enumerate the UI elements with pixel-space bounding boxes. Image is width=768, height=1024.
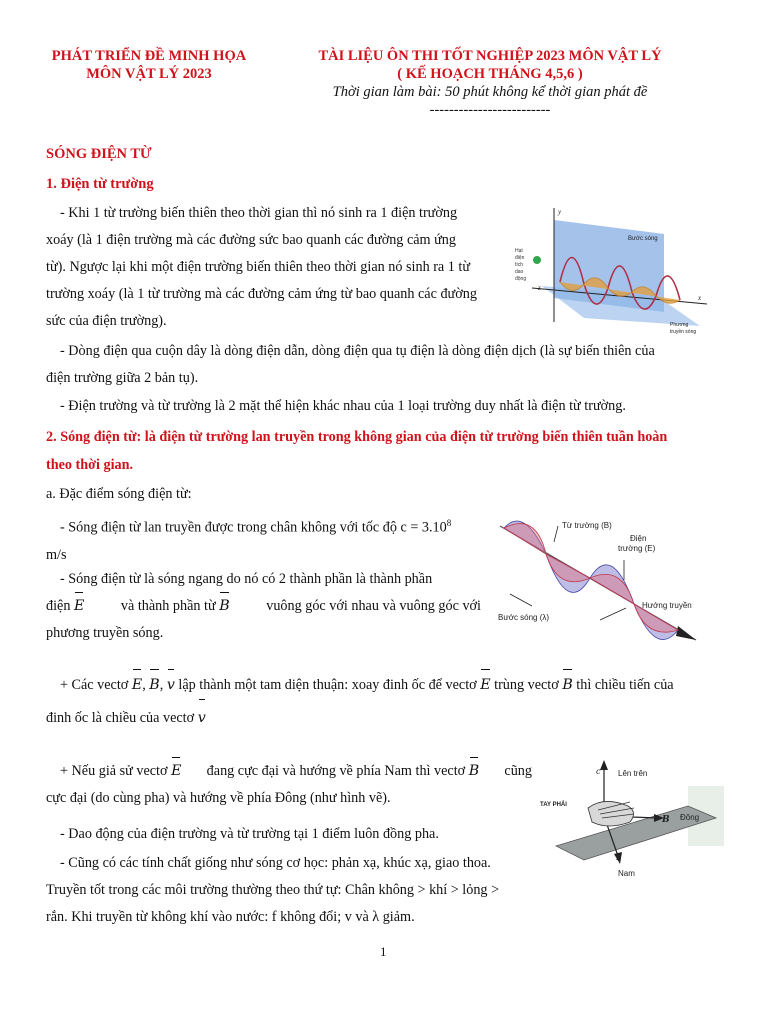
header-left xyxy=(30,47,268,83)
s2-b4-b: đang cực đại và hướng về phía Nam thì vectơ xyxy=(206,763,466,779)
s2-heading-l2: theo thời gian. xyxy=(46,457,134,473)
fig1-x-label: x xyxy=(698,294,702,302)
fig2-electric-label-2: trường (E) xyxy=(618,544,656,553)
s1-paragraph-3 xyxy=(60,393,740,420)
fig3-B-label: B xyxy=(662,815,670,825)
header-right-line2: ( KẾ HOẠCH THÁNG 4,5,6 ) xyxy=(397,66,583,82)
s2-bullet-1 xyxy=(46,510,496,569)
s2-b4-c: cũng xyxy=(504,763,532,779)
s2-b2-l2c: vuông góc với nhau và vuông góc với xyxy=(266,598,481,614)
fig3-up-label: Lên trên xyxy=(618,769,648,778)
s2-b6-l1: - Cũng có các tính chất giống như sóng cơ học: phản xạ, khúc xạ, giao thoa. xyxy=(60,855,491,871)
em-wave-3d-svg xyxy=(512,202,712,342)
fig3-c-label: c xyxy=(596,767,601,776)
s2-b3-b: lập thành một tam diện thuận: xoay đinh ốc để vectơ xyxy=(178,677,477,693)
s2-bullet-3 xyxy=(46,670,726,736)
section-title: SÓNG ĐIỆN TỪ xyxy=(46,146,152,162)
s1-p1-l2: xoáy (là 1 điện trường mà các đường sức bao quanh các đường cảm ứng xyxy=(46,232,456,248)
vector-B: B xyxy=(219,593,229,620)
fig1-left-label-4: dao xyxy=(515,269,524,275)
s2-b6-l2: Truyền tốt trong các môi trường thường theo thứ tự: Chân không > khí > lỏng > xyxy=(46,882,500,898)
s2-b4-l2: cực đại (do cùng pha) và hướng về phía Đông (như hình vẽ). xyxy=(46,790,391,806)
s1-p1-l4: trường xoáy (là 1 từ trường mà các đường cảm ứng từ bao quanh các đường xyxy=(46,286,477,302)
s2-bullet-5 xyxy=(60,821,439,848)
vector-E: E xyxy=(74,593,84,620)
fig1-z-label: z xyxy=(538,284,541,292)
s1-paragraph-1 xyxy=(46,200,506,335)
s1-p1-l5: sức của điện trường). xyxy=(46,313,167,329)
s2-bullet-4 xyxy=(46,758,532,812)
fig1-left-label-2: điện xyxy=(515,255,525,261)
s2-b4-a: + Nếu giả sử vectơ xyxy=(60,763,168,779)
fig1-left-label-3: tích xyxy=(515,262,524,268)
s1-p2-l2: điện trường giữa 2 bản tụ). xyxy=(46,370,199,386)
fig3-hand-label: TAY PHẢI xyxy=(540,802,567,808)
s2-heading-l1: 2. Sóng điện từ: là điện từ trường lan truyền trong không gian của điện từ trường biến thiên tuần hoàn xyxy=(46,429,668,445)
s2-b5: - Dao động của điện trường và từ trường tại 1 điểm luôn đồng pha. xyxy=(60,826,439,842)
s2-b3-c: trùng vectơ xyxy=(494,677,559,693)
time-note: Thời gian làm bài: 50 phút không kể thời gian phát đề xyxy=(332,84,648,100)
header-left-line2: MÔN VẬT LÝ 2023 xyxy=(86,66,212,82)
fig2-electric-label-1: Điện xyxy=(630,534,647,543)
s2-b2-l1: - Sóng điện từ là sóng ngang do nó có 2 thành phần là thành phần xyxy=(60,571,433,587)
em-wave-propagation-figure xyxy=(496,508,718,650)
s2-b1-exp: 8 xyxy=(446,518,452,528)
header-left-line1: PHÁT TRIỂN ĐỀ MINH HỌA xyxy=(51,48,247,64)
s2-b3-l2: đinh ốc là chiều của vectơ xyxy=(46,710,195,726)
fig2-wavelength-label: Bước sóng (λ) xyxy=(498,613,550,622)
s1-p1-l1: - Khi 1 từ trường biến thiên theo thời gian thì nó sinh ra 1 điện trường xyxy=(60,205,458,221)
fig1-dir-label-1: Phương xyxy=(670,322,689,328)
comma-1: , xyxy=(142,677,146,693)
vector-B-2: B xyxy=(149,670,159,700)
s2-b3-d: thì chiều tiến của xyxy=(576,677,674,693)
fig2-magnetic-label: Từ trường (B) xyxy=(562,521,612,530)
fig1-left-label-5: động xyxy=(515,276,527,282)
page-number: 1 xyxy=(380,944,387,959)
vector-v: v xyxy=(167,670,175,700)
s2-b2-l2b: và thành phần từ xyxy=(120,598,216,614)
s1-paragraph-2 xyxy=(46,338,726,392)
s2-bullet-6 xyxy=(46,850,536,931)
s2-bullet-2 xyxy=(46,566,481,647)
vector-E-3: E xyxy=(480,670,490,700)
em-wave-3d-figure xyxy=(512,202,712,342)
s2-b1-l2: m/s xyxy=(46,546,67,563)
comma-2: , xyxy=(159,677,164,693)
em-wave-propagation-svg xyxy=(496,508,718,650)
vector-v-2: v xyxy=(198,700,206,736)
s2-sub-a: a. Đặc điểm sóng điện từ: xyxy=(46,486,192,502)
fig1-y-label: y xyxy=(558,208,562,216)
fig1-left-label-1: Hạt xyxy=(515,248,523,254)
fig3-south-label: Nam xyxy=(618,869,635,878)
s2-b2-l3: phương truyền sóng. xyxy=(46,625,164,641)
header-right xyxy=(285,47,695,119)
fig2-direction-label: Hướng truyền xyxy=(642,601,692,610)
vector-E-2: E xyxy=(132,670,142,700)
s2-b1-text: - Sóng điện từ lan truyền được trong chân không với tốc độ c = 3.10 xyxy=(60,519,447,536)
s1-p2-l1: - Dòng điện qua cuộn dây là dòng điện dẫn, dòng điện qua tụ điện là dòng điện dịch (là sự biến thiên của xyxy=(60,343,655,359)
s2-b3-a: + Các vectơ xyxy=(60,677,129,693)
header-right-line1: TÀI LIỆU ÔN THI TỐT NGHIỆP 2023 MÔN VẬT LÝ xyxy=(318,48,662,64)
vector-E-4: E xyxy=(171,758,181,785)
vector-B-4: B xyxy=(469,758,479,785)
s2-heading xyxy=(46,423,726,479)
fig3-east-label: Đông xyxy=(680,813,700,822)
fig1-dir-label-2: truyền sóng xyxy=(670,329,697,335)
right-hand-rule-svg xyxy=(538,756,728,884)
s2-b2-l2a: điện xyxy=(46,598,71,614)
fig1-wave-label: Bước sóng xyxy=(628,236,658,242)
s1-p3: - Điện trường và từ trường là 2 mặt thể hiện khác nhau của 1 loại trường duy nhất là điện từ trường. xyxy=(60,398,626,414)
vector-B-3: B xyxy=(562,670,572,700)
header-divider: ------------------------- xyxy=(429,102,551,118)
s1-heading: 1. Điện từ trường xyxy=(46,176,154,192)
s1-p1-l3: từ). Ngược lại khi một điện trường biến thiên theo thời gian nó sinh ra 1 từ xyxy=(46,259,471,275)
fig3-E-label: E xyxy=(616,853,622,862)
right-hand-rule-figure xyxy=(538,756,728,884)
s2-b6-l3: rắn. Khi truyền từ không khí vào nước: f không đổi; v và λ giảm. xyxy=(46,909,415,925)
